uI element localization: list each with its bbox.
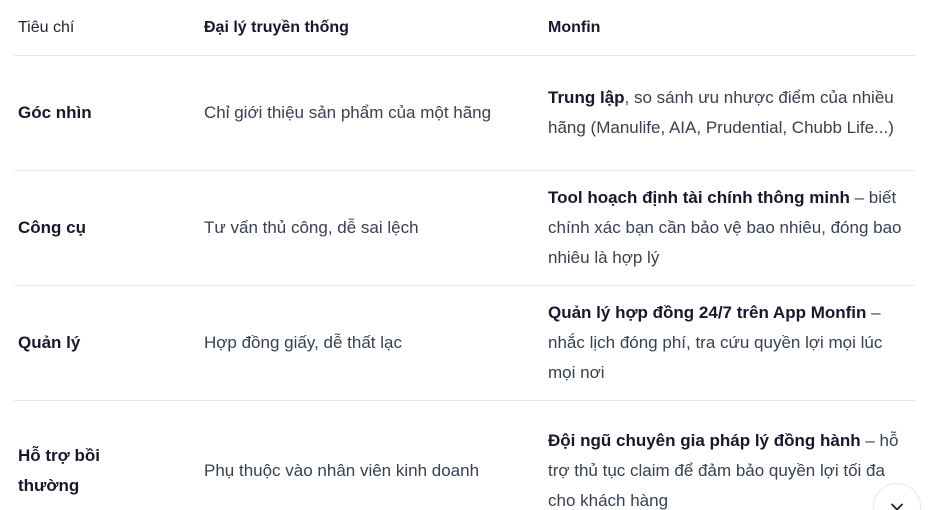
monfin-text-rest: – biết chính xác bạn cần bảo vệ bao nhiêu, đóng bao nhiêu là hợp lý: [548, 188, 902, 267]
criteria-cell: [14, 401, 204, 510]
monfin-text-rest: – hỗ trợ thủ tục claim để đảm bảo quyền lợi tối đa cho khách hàng: [548, 431, 899, 510]
traditional-agent-cell: [204, 171, 548, 285]
traditional-agent-text: Phụ thuộc vào nhân viên kinh doanh: [204, 461, 480, 480]
criteria-cell: [14, 171, 204, 285]
criteria-cell: [14, 56, 204, 170]
column-header-monfin: [548, 0, 915, 55]
monfin-text-lead: Đội ngũ chuyên gia pháp lý đồng hành: [548, 431, 861, 450]
monfin-cell: [548, 401, 915, 510]
table-row: [14, 171, 915, 286]
traditional-agent-cell: [204, 401, 548, 510]
monfin-text-rest: – nhắc lịch đóng phí, tra cứu quyền lợi mọi lúc mọi nơi: [548, 303, 883, 382]
table-row: [14, 286, 915, 401]
criteria-label: Góc nhìn: [18, 103, 92, 122]
traditional-agent-cell: [204, 56, 548, 170]
criteria-label: Hỗ trợ bồi thường: [18, 446, 100, 495]
table-row: [14, 56, 915, 171]
column-header-label: Monfin: [548, 18, 601, 36]
monfin-text: [548, 426, 913, 510]
monfin-text-rest: , so sánh ưu nhược điểm của nhiều hãng (Manulife, AIA, Prudential, Chubb Life...): [548, 88, 894, 137]
traditional-agent-text: Tư vấn thủ công, dễ sai lệch: [204, 218, 419, 237]
monfin-text: [548, 183, 913, 273]
traditional-agent-cell: [204, 286, 548, 400]
monfin-cell: [548, 171, 915, 285]
criteria-label: Quản lý: [18, 333, 81, 352]
column-header-traditional-agent: [204, 0, 548, 55]
chevron-down-icon: [888, 484, 906, 510]
table-header-row: [14, 0, 915, 56]
comparison-table: [14, 0, 915, 510]
monfin-text: [548, 83, 913, 143]
monfin-text-lead: Trung lập: [548, 88, 625, 107]
criteria-label: Công cụ: [18, 218, 86, 237]
monfin-cell: [548, 286, 915, 400]
table-row: [14, 401, 915, 510]
monfin-text: [548, 298, 913, 388]
criteria-cell: [14, 286, 204, 400]
monfin-text-lead: Tool hoạch định tài chính thông minh: [548, 188, 850, 207]
monfin-cell: [548, 56, 915, 170]
traditional-agent-text: Hợp đồng giấy, dễ thất lạc: [204, 333, 402, 352]
column-header-label: Tiêu chí: [18, 18, 75, 36]
column-header-label: Đại lý truyền thống: [204, 18, 349, 36]
traditional-agent-text: Chỉ giới thiệu sản phẩm của một hãng: [204, 103, 492, 122]
column-header-criteria: [14, 0, 204, 55]
monfin-text-lead: Quản lý hợp đồng 24/7 trên App Monfin: [548, 303, 867, 322]
